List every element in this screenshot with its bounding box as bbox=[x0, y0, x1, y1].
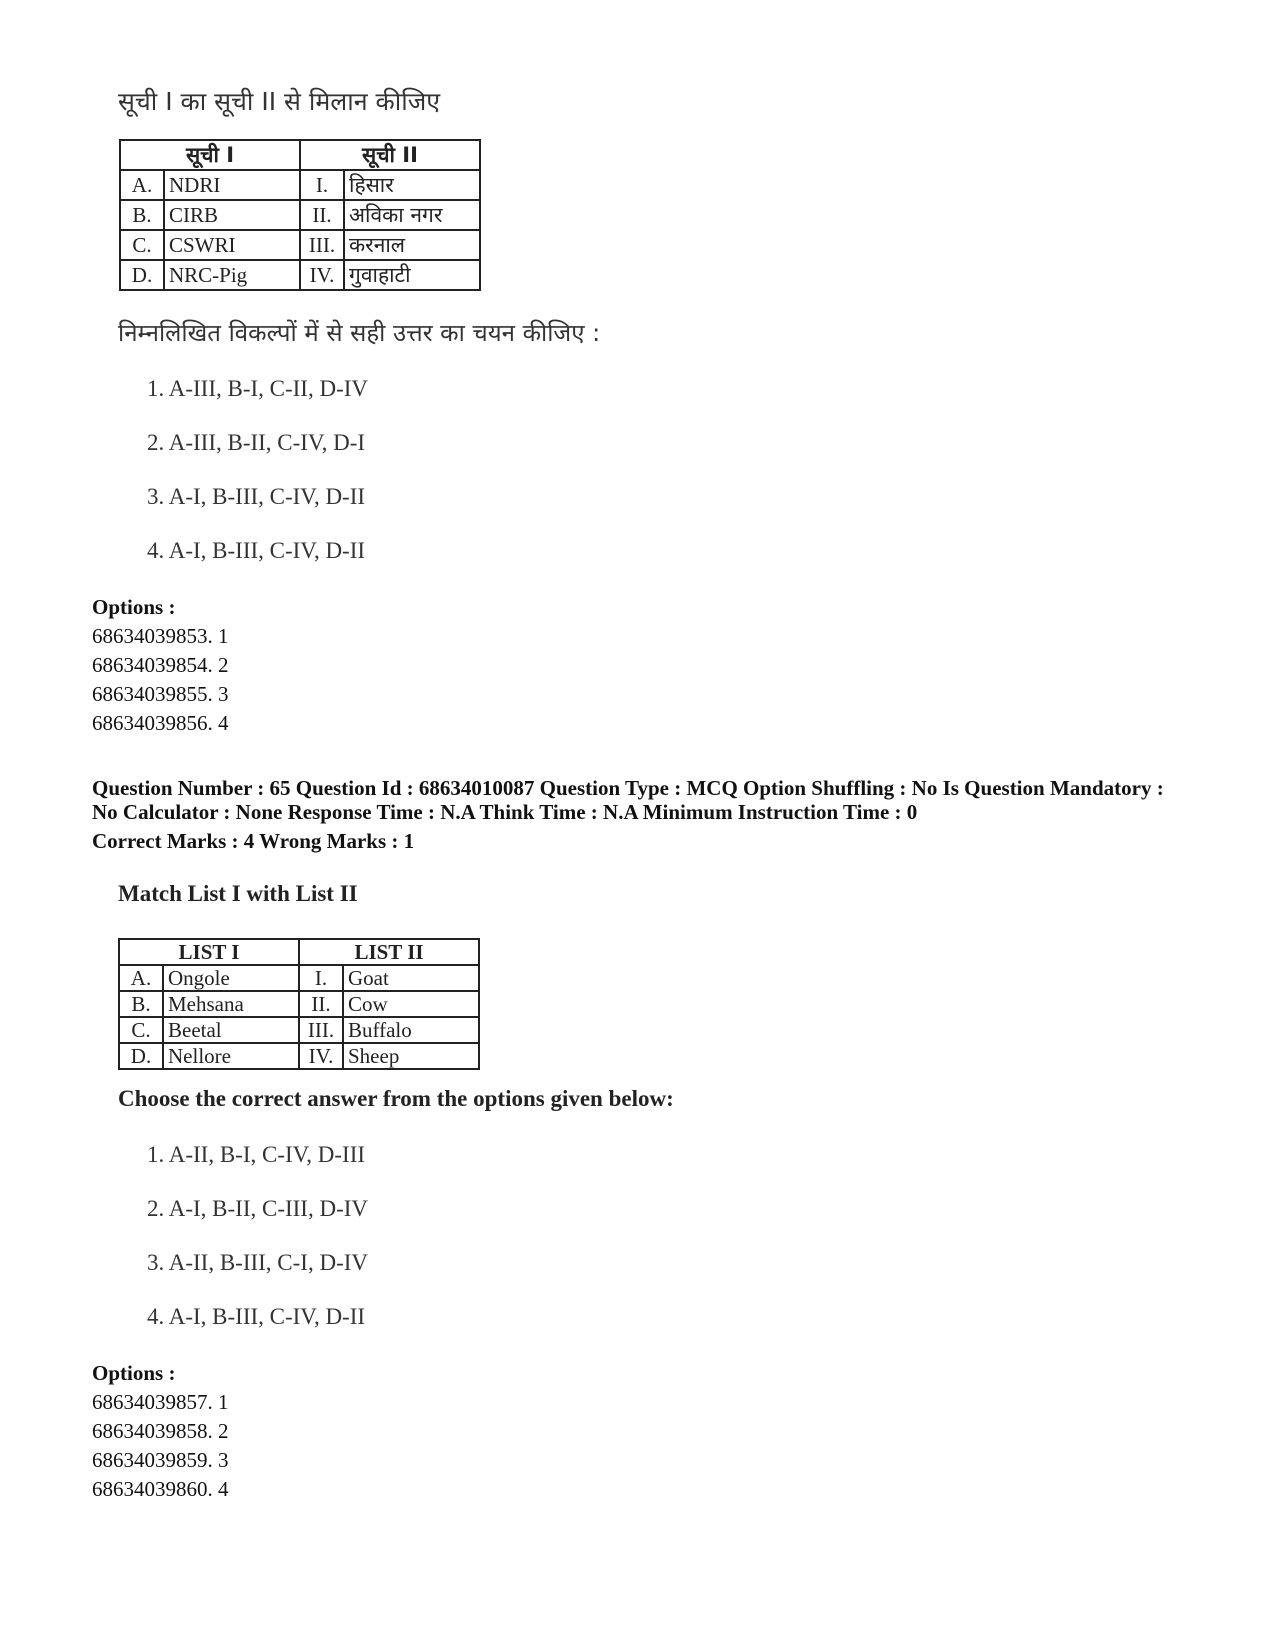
option-item: 68634039854. 2 bbox=[92, 653, 229, 677]
option-item: 68634039858. 2 bbox=[92, 1419, 229, 1443]
list-1-value: Mehsana bbox=[163, 991, 299, 1017]
list-1-value: CIRB bbox=[164, 200, 300, 230]
table-header-list-1: LIST I bbox=[119, 939, 299, 965]
list-2-value: Cow bbox=[343, 991, 479, 1017]
list-1-value: NRC-Pig bbox=[164, 260, 300, 290]
row-label: I. bbox=[300, 170, 344, 200]
list-2-value: अविका नगर bbox=[344, 200, 480, 230]
list-2-value: करनाल bbox=[344, 230, 480, 260]
row-label: II. bbox=[299, 991, 343, 1017]
question-heading: सूची I का सूची II से मिलान कीजिए bbox=[118, 87, 441, 116]
row-label: III. bbox=[300, 230, 344, 260]
option-item: 68634039859. 3 bbox=[92, 1448, 229, 1472]
options-label: Options : bbox=[92, 1361, 176, 1385]
table-row bbox=[119, 1017, 479, 1043]
option-item: 68634039860. 4 bbox=[92, 1477, 229, 1501]
question-prompt: निम्नलिखित विकल्पों में से सही उत्तर का चयन कीजिए : bbox=[118, 319, 601, 347]
answer-choice: 2. A-III, B-II, C-IV, D-I bbox=[147, 430, 366, 455]
row-label: C. bbox=[119, 1017, 163, 1043]
match-table bbox=[118, 938, 480, 1070]
answer-choice: 4. A-I, B-III, C-IV, D-II bbox=[147, 1304, 366, 1329]
table-row bbox=[119, 991, 479, 1017]
list-1-value: Nellore bbox=[163, 1043, 299, 1069]
row-label: B. bbox=[120, 200, 164, 230]
list-1-value: Ongole bbox=[163, 965, 299, 991]
option-item: 68634039855. 3 bbox=[92, 682, 229, 706]
table-row bbox=[120, 230, 480, 260]
list-2-value: Goat bbox=[343, 965, 479, 991]
list-2-value: गुवाहाटी bbox=[344, 260, 480, 290]
table-row bbox=[120, 170, 480, 200]
table-header-list-1: सूची I bbox=[120, 140, 300, 170]
question-prompt: Choose the correct answer from the options given below: bbox=[118, 1086, 674, 1111]
answer-choice: 1. A-III, B-I, C-II, D-IV bbox=[147, 376, 368, 401]
table-row bbox=[120, 200, 480, 230]
list-2-value: Sheep bbox=[343, 1043, 479, 1069]
answer-choice: 3. A-II, B-III, C-I, D-IV bbox=[147, 1250, 368, 1275]
row-label: D. bbox=[120, 260, 164, 290]
options-label: Options : bbox=[92, 595, 176, 619]
match-table bbox=[119, 139, 481, 291]
answer-choice: 4. A-I, B-III, C-IV, D-II bbox=[147, 538, 366, 563]
row-label: D. bbox=[119, 1043, 163, 1069]
list-2-value: Buffalo bbox=[343, 1017, 479, 1043]
question-meta: No Calculator : None Response Time : N.A Think Time : N.A Minimum Instruction Time : 0 bbox=[92, 800, 918, 824]
option-item: 68634039857. 1 bbox=[92, 1390, 229, 1414]
row-label: IV. bbox=[300, 260, 344, 290]
list-1-value: Beetal bbox=[163, 1017, 299, 1043]
row-label: III. bbox=[299, 1017, 343, 1043]
row-label: I. bbox=[299, 965, 343, 991]
answer-choice: 1. A-II, B-I, C-IV, D-III bbox=[147, 1142, 366, 1167]
table-row bbox=[120, 260, 480, 290]
row-label: A. bbox=[120, 170, 164, 200]
row-label: A. bbox=[119, 965, 163, 991]
question-meta: Question Number : 65 Question Id : 68634010087 Question Type : MCQ Option Shuffling : No Is Question Mandatory : bbox=[92, 776, 1164, 800]
table-row bbox=[119, 1043, 479, 1069]
row-label: B. bbox=[119, 991, 163, 1017]
list-1-value: NDRI bbox=[164, 170, 300, 200]
question-heading: Match List I with List II bbox=[118, 881, 358, 906]
row-label: C. bbox=[120, 230, 164, 260]
table-header-list-2: LIST II bbox=[299, 939, 479, 965]
list-2-value: हिसार bbox=[344, 170, 480, 200]
question-marks: Correct Marks : 4 Wrong Marks : 1 bbox=[92, 829, 415, 853]
answer-choice: 2. A-I, B-II, C-III, D-IV bbox=[147, 1196, 368, 1221]
option-item: 68634039853. 1 bbox=[92, 624, 229, 648]
row-label: IV. bbox=[299, 1043, 343, 1069]
list-1-value: CSWRI bbox=[164, 230, 300, 260]
answer-choice: 3. A-I, B-III, C-IV, D-II bbox=[147, 484, 366, 509]
table-row bbox=[119, 965, 479, 991]
table-header-list-2: सूची II bbox=[300, 140, 480, 170]
row-label: II. bbox=[300, 200, 344, 230]
option-item: 68634039856. 4 bbox=[92, 711, 229, 735]
